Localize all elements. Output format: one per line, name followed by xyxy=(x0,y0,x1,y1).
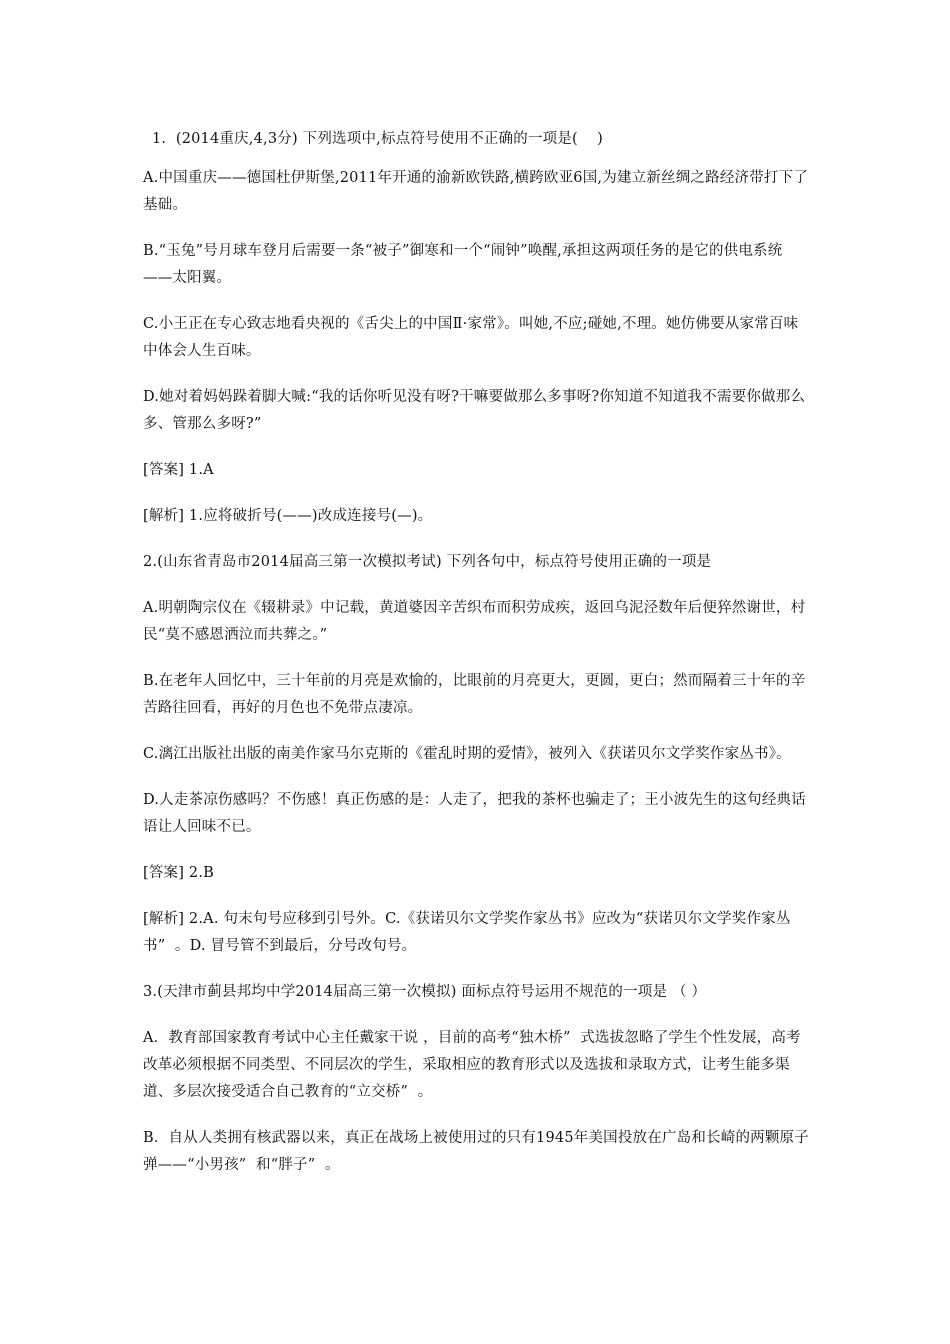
question-1-option-a: A.中国重庆——德国杜伊斯堡,2011年开通的渝新欧铁路,横跨欧亚6国,为建立新丝绸之路经济带打下了基础。 xyxy=(143,170,809,213)
question-1-option-b: B.“玉兔”号月球车登月后需要一条“被子”御寒和一个“闹钟”唤醒,承担这两项任务的是它的供电系统——太阳翼。 xyxy=(143,243,783,286)
question-3-option-b: B．自从人类拥有核武器以来，真正在战场上被使用过的只有1945年美国投放在广岛和长崎的两颗原子弹——“小男孩” 和“胖子” 。 xyxy=(143,1130,809,1173)
question-2-answer: [答案] 2.B xyxy=(143,865,215,881)
document-body xyxy=(143,126,811,1198)
question-2-option-a: A.明朝陶宗仪在《辍耕录》中记载，黄道婆因辛苦织布而积劳成疾，返回乌泥泾数年后便猝然谢世，村民“莫不感恩洒泣而共葬之。” xyxy=(143,600,806,643)
question-1-answer: [答案] 1.A xyxy=(143,462,214,478)
question-3-stem: 3.(天津市蓟县邦均中学2014届高三第一次模拟) 面标点符号运用不规范的一项是 （ ） xyxy=(143,984,707,1000)
question-1-explanation: [解析] 1.应将破折号(——)改成连接号(—)。 xyxy=(143,508,433,524)
question-2-explanation: [解析] 2.A. 句末句号应移到引号外。C.《获诺贝尔文学奖作家丛书》应改为“获诺贝尔文学奖作家丛书” 。D. 冒号管不到最后，分号改句号。 xyxy=(143,911,791,954)
question-2-stem: 2.(山东省青岛市2014届高三第一次模拟考试) 下列各句中，标点符号使用正确的一项是 xyxy=(143,554,712,570)
question-3-option-a: A．教育部国家教育考试中心主任戴家干说 ，目前的高考“独木桥” 式选拔忽略了学生个性发展，高考改革必须根据不同类型、不同层次的学生，采取相应的教育形式以及选拔和录取方式，让考生能多渠道、多层次接受适合自己教育的“立交桥” 。 xyxy=(143,1030,801,1100)
question-1-stem: 1. (2014重庆,4,3分) 下列选项中,标点符号使用不正确的一项是( ) xyxy=(152,131,604,147)
question-1-option-d: D.她对着妈妈跺着脚大喊:“我的话你听见没有呀?干嘛要做那么多事呀?你知道不知道我不需要你做那么多、管那么多呀?” xyxy=(143,389,806,432)
question-2-option-b: B.在老年人回忆中，三十年前的月亮是欢愉的，比眼前的月亮更大，更圆，更白；然而隔着三十年的辛苦路往回看，再好的月色也不免带点凄凉。 xyxy=(143,673,806,716)
question-2-option-d: D.人走茶凉伤感吗？不伤感！真正伤感的是：人走了，把我的茶杯也骗走了；王小波先生的这句经典话语让人回味不已。 xyxy=(143,792,806,835)
question-1-option-c: C.小王正在专心致志地看央视的《舌尖上的中国Ⅱ·家常》。叫她,不应;碰她,不理。她仿佛要从家常百味中体会人生百味。 xyxy=(143,316,799,359)
question-2-option-c: C.漓江出版社出版的南美作家马尔克斯的《霍乱时期的爱情》，被列入《获诺贝尔文学奖作家丛书》。 xyxy=(143,746,791,762)
